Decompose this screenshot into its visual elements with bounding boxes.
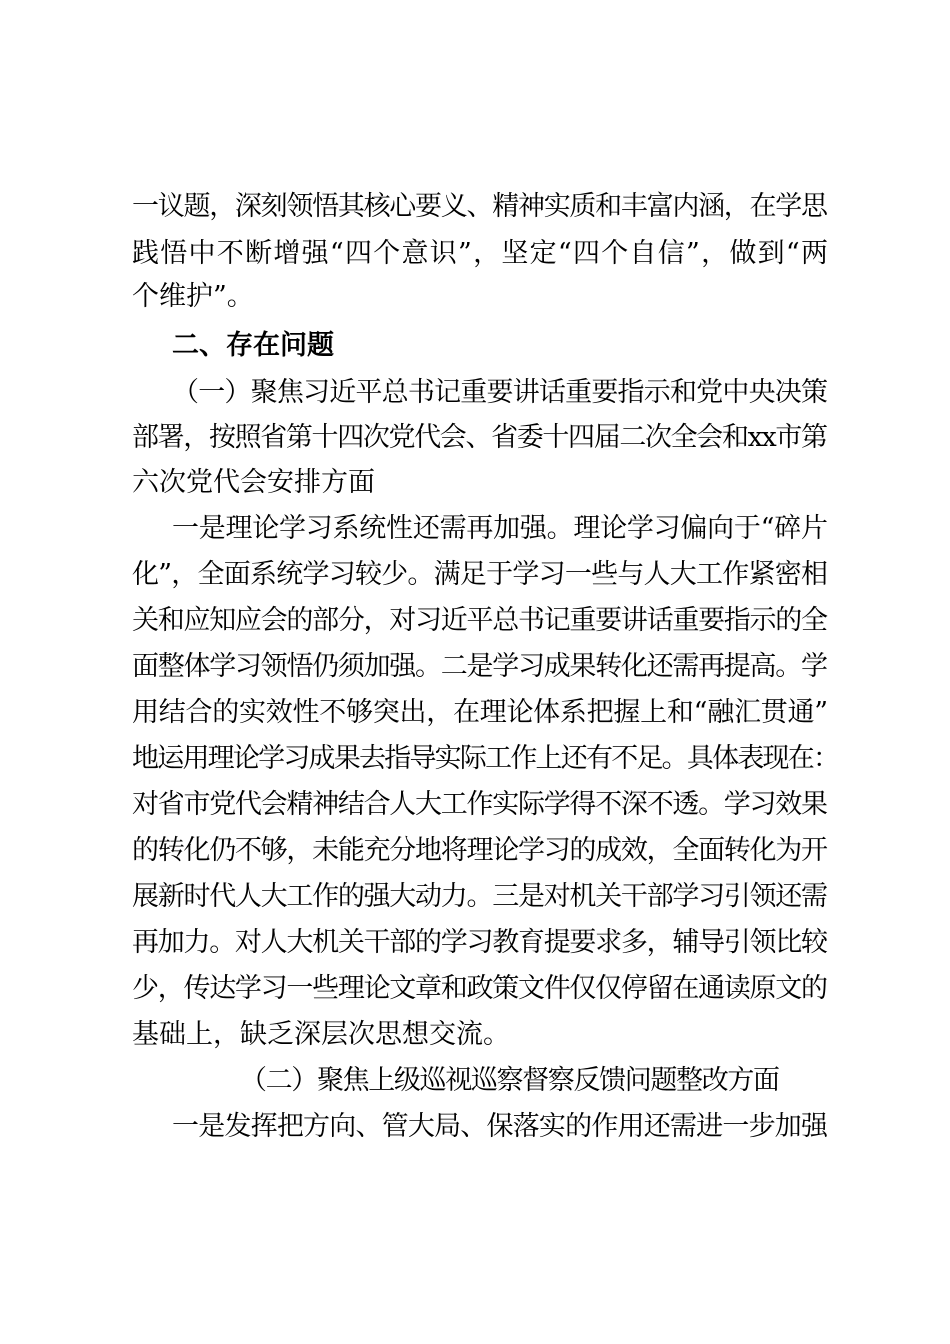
subsection-heading-line <box>0 413 950 463</box>
line-text: 一是发挥把方向、管大局、保落实的作用还需进一步加强 <box>172 1111 828 1142</box>
body-line <box>0 780 950 830</box>
body-line <box>0 826 950 876</box>
line-text: 一是理论学习系统性还需再加强。理论学习偏向于“碎片 <box>172 513 828 544</box>
line-text: 六次党代会安排方面 <box>132 467 375 498</box>
body-line <box>0 964 950 1014</box>
body-line <box>0 1010 950 1060</box>
body-line <box>0 734 950 784</box>
line-text: 再加力。对人大机关干部的学习教育提要求多，辅导引领比较 <box>132 927 827 958</box>
line-text: 的转化仍不够，未能充分地将理论学习的成效，全面转化为开 <box>132 835 827 866</box>
line-text: 部署，按照省第十四次党代会、省委十四届二次全会和xx市第 <box>132 422 827 453</box>
line-text: 基础上，缺乏深层次思想交流。 <box>132 1019 510 1050</box>
line-text: 践悟中不断增强“四个意识”，坚定“四个自信”，做到“两 <box>132 238 830 269</box>
line-text: 关和应知应会的部分，对习近平总书记重要讲话重要指示的全 <box>132 605 827 636</box>
body-line <box>0 872 950 922</box>
body-line <box>0 182 950 232</box>
line-text: 个维护”。 <box>132 281 254 312</box>
line-text: 化”，全面系统学习较少。满足于学习一些与人大工作紧密相 <box>132 559 828 590</box>
subsection-heading-line <box>0 1056 950 1106</box>
line-text: （一）聚焦习近平总书记重要讲话重要指示和党中央决策 <box>172 377 828 408</box>
line-text: （二）聚焦上级巡视巡察督察反馈问题整改方面 <box>240 1065 779 1096</box>
body-line <box>0 1102 950 1152</box>
line-text: 对省市党代会精神结合人大工作实际学得不深不透。学习效果 <box>132 789 827 820</box>
line-text: 用结合的实效性不够突出，在理论体系把握上和“融汇贯通” <box>132 697 828 728</box>
section-heading-text: 二、存在问题 <box>172 330 334 361</box>
body-line <box>0 272 950 322</box>
line-text: 一议题，深刻领悟其核心要义、精神实质和丰富内涵，在学思 <box>132 191 827 222</box>
subsection-heading-line <box>0 368 950 418</box>
body-line <box>0 642 950 692</box>
body-line <box>0 918 950 968</box>
line-text: 面整体学习领悟仍须加强。二是学习成果转化还需再提高。学 <box>132 651 827 682</box>
body-line <box>0 550 950 600</box>
body-line <box>0 596 950 646</box>
subsection-heading-line <box>0 458 950 508</box>
line-text: 少，传达学习一些理论文章和政策文件仅仅停留在通读原文的 <box>132 973 827 1004</box>
body-line <box>0 504 950 554</box>
body-line <box>0 688 950 738</box>
line-text: 展新时代人大工作的强大动力。三是对机关干部学习引领还需 <box>132 881 827 912</box>
line-text: 地运用理论学习成果去指导实际工作上还有不足。具体表现在： <box>132 743 839 774</box>
section-heading <box>0 321 950 371</box>
